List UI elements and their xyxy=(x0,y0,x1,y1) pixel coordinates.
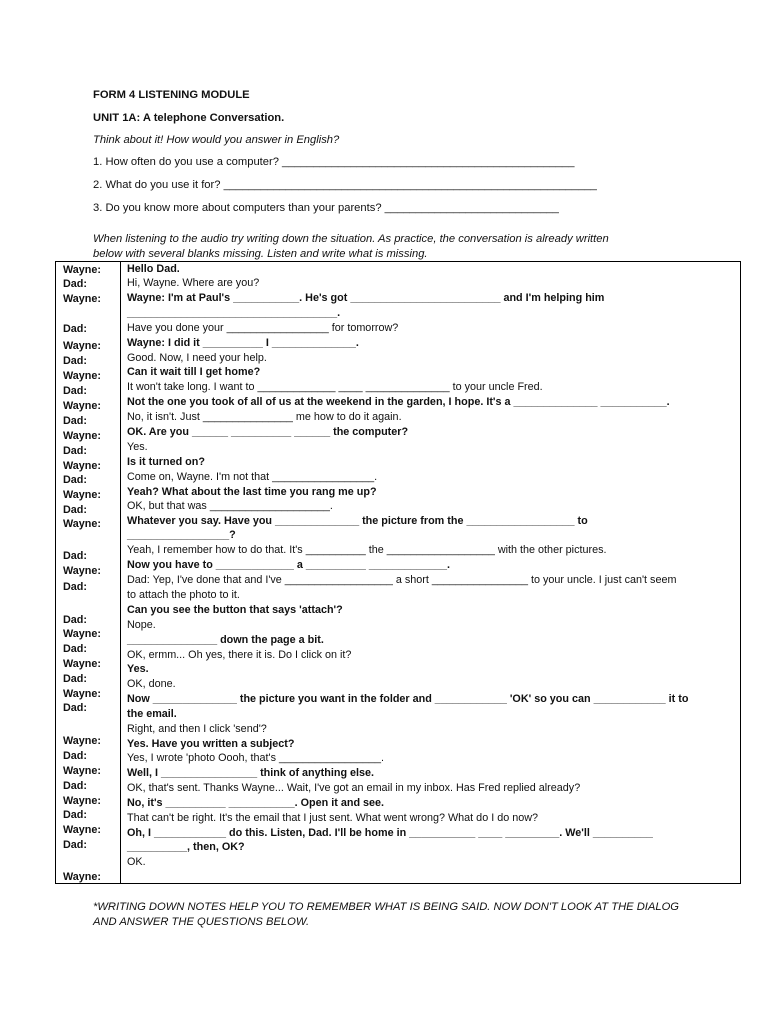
dialog-line: It won't take long. I want to _____________ ____ ______________ to your uncle Fred. xyxy=(127,381,543,393)
speaker-label: Dad: xyxy=(63,750,87,762)
speaker-label: Wayne: xyxy=(63,688,101,700)
dialog-line: Now ______________ the picture you want in the folder and ____________ 'OK' so you can ____________ it to xyxy=(127,693,689,705)
speaker-label: Dad: xyxy=(63,550,87,562)
dialog-line: Have you done your _________________ for tomorrow? xyxy=(127,322,399,334)
dialog-line: Not the one you took of all of us at the weekend in the garden, I hope. It's a ______________ ___________. xyxy=(127,396,670,408)
dialog-line: Wayne: I'm at Paul's ___________. He's got _________________________ and I'm helping him xyxy=(127,292,605,304)
dialog-line: _______________ down the page a bit. xyxy=(127,634,324,646)
speaker-label: Dad: xyxy=(63,385,87,397)
speaker-label: Dad: xyxy=(63,474,87,486)
dialog-line: Whatever you say. Have you ______________ the picture from the __________________ to xyxy=(127,515,588,527)
dialog-line: Nope. xyxy=(127,619,156,631)
speaker-label: Dad: xyxy=(63,839,87,851)
speaker-label: Dad: xyxy=(63,809,87,821)
speaker-label: Wayne: xyxy=(63,489,101,501)
dialog-line: OK. Are you ______ __________ ______ the computer? xyxy=(127,426,409,438)
prompt: Think about it! How would you answer in English? xyxy=(93,134,340,146)
dialog-line: Hello Dad. xyxy=(127,263,180,275)
dialog-line: OK, ermm... Oh yes, there it is. Do I click on it? xyxy=(127,649,352,661)
speaker-label: Dad: xyxy=(63,278,87,290)
speaker-label: Wayne: xyxy=(63,430,101,442)
dialog-line: Yes. xyxy=(127,663,149,675)
unit-title: UNIT 1A: A telephone Conversation. xyxy=(93,112,285,124)
dialog-line: Yeah, I remember how to do that. It's __________ the __________________ with the other pictures. xyxy=(127,544,607,556)
speaker-label: Dad: xyxy=(63,581,87,593)
speaker-label: Wayne: xyxy=(63,628,101,640)
speaker-label: Wayne: xyxy=(63,735,101,747)
speaker-label: Dad: xyxy=(63,323,87,335)
speaker-label: Wayne: xyxy=(63,340,101,352)
speaker-label: Wayne: xyxy=(63,565,101,577)
speaker-label: Dad: xyxy=(63,415,87,427)
dialog-line: Right, and then I click 'send'? xyxy=(127,723,267,735)
speaker-label: Dad: xyxy=(63,643,87,655)
instructions-line-2: below with several blanks missing. Listen and write what is missing. xyxy=(93,248,428,260)
dialog-line: No, it isn't. Just _______________ me how to do it again. xyxy=(127,411,402,423)
dialog-line: Wayne: I did it __________ I ______________. xyxy=(127,337,359,349)
dialog-line: __________, then, OK? xyxy=(127,841,245,853)
dialog-line: Well, I ________________ think of anything else. xyxy=(127,767,375,779)
speaker-label: Wayne: xyxy=(63,765,101,777)
question-3: 3. Do you know more about computers than your parents? ____________________________ xyxy=(93,202,559,214)
speaker-label: Dad: xyxy=(63,614,87,626)
dialog-line: OK. xyxy=(127,856,146,868)
dialog-line: OK, that's sent. Thanks Wayne... Wait, I've got an email in my inbox. Has Fred replied already? xyxy=(127,782,581,794)
footer-note-line-1: *WRITING DOWN NOTES HELP YOU TO REMEMBER WHAT IS BEING SAID. NOW DON'T LOOK AT THE DIALOG xyxy=(93,901,680,913)
question-1: 1. How often do you use a computer? _______________________________________________ xyxy=(93,156,575,168)
dialog-line: Can it wait till I get home? xyxy=(127,366,261,378)
speaker-label: Dad: xyxy=(63,504,87,516)
speaker-label: Wayne: xyxy=(63,795,101,807)
dialog-line: Dad: Yep, I've done that and I've __________________ a short ________________ to your uncle. I just can't seem xyxy=(127,574,677,586)
dialog-line: the email. xyxy=(127,708,177,720)
dialog-line: Yes. Have you written a subject? xyxy=(127,738,295,750)
speaker-label: Wayne: xyxy=(63,658,101,670)
dialog-line: Hi, Wayne. Where are you? xyxy=(127,277,260,289)
speaker-label: Wayne: xyxy=(63,824,101,836)
speaker-label: Dad: xyxy=(63,780,87,792)
dialog-line: Can you see the button that says 'attach'? xyxy=(127,604,343,616)
dialog-line: OK, but that was ____________________. xyxy=(127,500,333,512)
speaker-label: Dad: xyxy=(63,355,87,367)
speaker-label: Wayne: xyxy=(63,871,101,883)
question-2: 2. What do you use it for? ____________________________________________________________ xyxy=(93,179,597,191)
speaker-label: Wayne: xyxy=(63,518,101,530)
footer-note-line-2: AND ANSWER THE QUESTIONS BELOW. xyxy=(93,916,310,928)
dialog-divider xyxy=(120,261,121,884)
instructions-line-1: When listening to the audio try writing down the situation. As practice, the conversation is already written xyxy=(93,233,609,245)
speaker-label: Wayne: xyxy=(63,370,101,382)
speaker-label: Wayne: xyxy=(63,400,101,412)
dialog-line: Come on, Wayne. I'm not that _________________. xyxy=(127,471,378,483)
speaker-label: Dad: xyxy=(63,673,87,685)
dialog-line: Yes. xyxy=(127,441,148,453)
dialog-line: Is it turned on? xyxy=(127,456,205,468)
dialog-line: No, it's __________ ___________. Open it and see. xyxy=(127,797,385,809)
dialog-line: OK, done. xyxy=(127,678,176,690)
speaker-label: Dad: xyxy=(63,702,87,714)
dialog-line: Oh, I ____________ do this. Listen, Dad. I'll be home in ___________ ____ _________. We'll __________ xyxy=(127,827,653,839)
dialog-line: to attach the photo to it. xyxy=(127,589,240,601)
speaker-label: Dad: xyxy=(63,445,87,457)
speaker-label: Wayne: xyxy=(63,264,101,276)
dialog-line: Good. Now, I need your help. xyxy=(127,352,267,364)
dialog-line: That can't be right. It's the email that I just sent. What went wrong? What do I do now? xyxy=(127,812,539,824)
speaker-label: Wayne: xyxy=(63,293,101,305)
dialog-line: Now you have to _____________ a __________ _____________. xyxy=(127,559,450,571)
speaker-label: Wayne: xyxy=(63,460,101,472)
dialog-line: ___________________________________. xyxy=(127,307,341,319)
dialog-line: _________________? xyxy=(127,529,236,541)
dialog-line: Yes, I wrote 'photo Oooh, that's _________________. xyxy=(127,752,385,764)
dialog-line: Yeah? What about the last time you rang me up? xyxy=(127,486,377,498)
page-title: FORM 4 LISTENING MODULE xyxy=(93,89,250,101)
